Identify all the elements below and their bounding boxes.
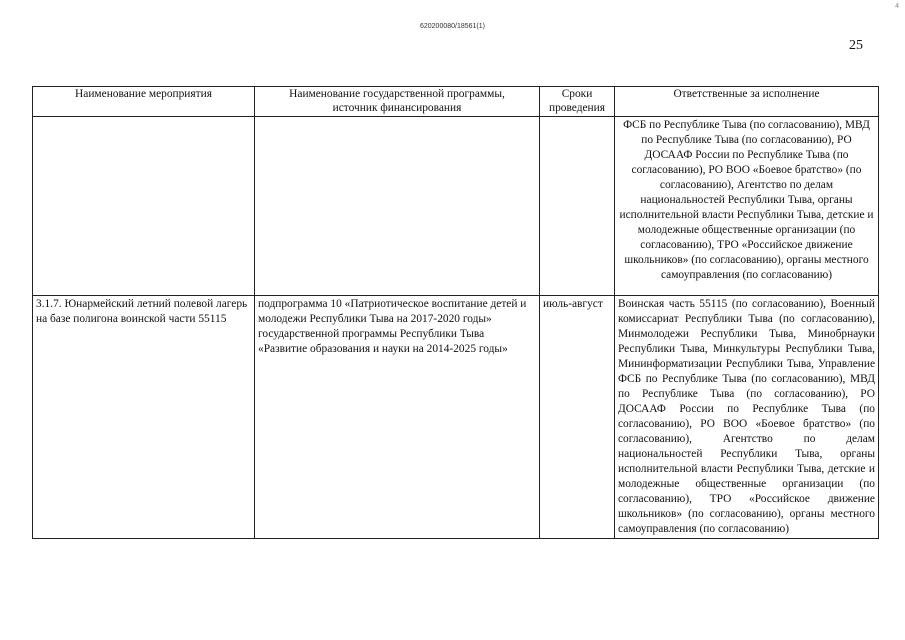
- document-id: 620200080/18561(1): [419, 23, 485, 30]
- header-responsible: Ответственные за исполнение: [615, 87, 879, 117]
- header-dates: Сроки проведения: [540, 87, 615, 117]
- cell-dates-3-1-7: июль-август: [540, 296, 615, 539]
- page-number: 25: [849, 38, 863, 53]
- header-program-name: Наименование государственной программы, источник финансирования: [255, 87, 540, 117]
- cell-dates-empty: [540, 117, 615, 296]
- events-table: [32, 86, 879, 539]
- table-row-3-1-7: [33, 296, 879, 539]
- corner-mark: 4: [895, 3, 899, 10]
- cell-program-empty: [255, 117, 540, 296]
- cell-responsible-3-1-7: Воинская часть 55115 (по согласованию), Военный комиссариат Республики Тыва (по согласованию), Минмолодежи Республики Тыва, Минобрнауки Республики Тыва, Минкультуры Республики Тыва, Mининформатизации Республики Тыва, Управление ФСБ по Республике Тыва (по согласованию), МВД по Республике Тыва (по согласованию), РО ДОСААФ России по Республике Тыва (по согласованию), РО ВОО «Боевое братство» (по согласованию), Агентство по делам национальностей Республики Тыва, органы исполнительной власти Республики Тыва, детские и молодежные общественные организации (по согласованию), ТРО «Российское движение школьников» (по согласованию), органы местного самоуправления (по согласованию): [615, 296, 879, 539]
- cell-event-3-1-7: 3.1.7. Юнармейский летний полевой лагерь на базе полигона воинской части 55115: [33, 296, 255, 539]
- cell-program-3-1-7: подпрограмма 10 «Патриотическое воспитание детей и молодежи Республики Тыва на 2017-2020 годы» государственной программы Республики Тыва «Развитие образования и науки на 2014-2025 годы»: [255, 296, 540, 539]
- cell-responsible-continued: ФСБ по Республике Тыва (по согласованию), МВД по Республике Тыва (по согласованию), РО ДОСААФ России по Республике Тыва (по согласованию), РО ВОО «Боевое братство» (по согласованию), Агентство по делам национальностей Республики Тыва, органы исполнительной власти Республики Тыва, детские и молодежные общественные организации (по согласованию), ТРО «Российское движение школьников» (по согласованию), органы местного самоуправления (по согласованию): [615, 117, 879, 296]
- table-header-row: [33, 87, 879, 117]
- table-row-continuation: [33, 117, 879, 296]
- cell-event-empty: [33, 117, 255, 296]
- header-event-name: Наименование мероприятия: [33, 87, 255, 117]
